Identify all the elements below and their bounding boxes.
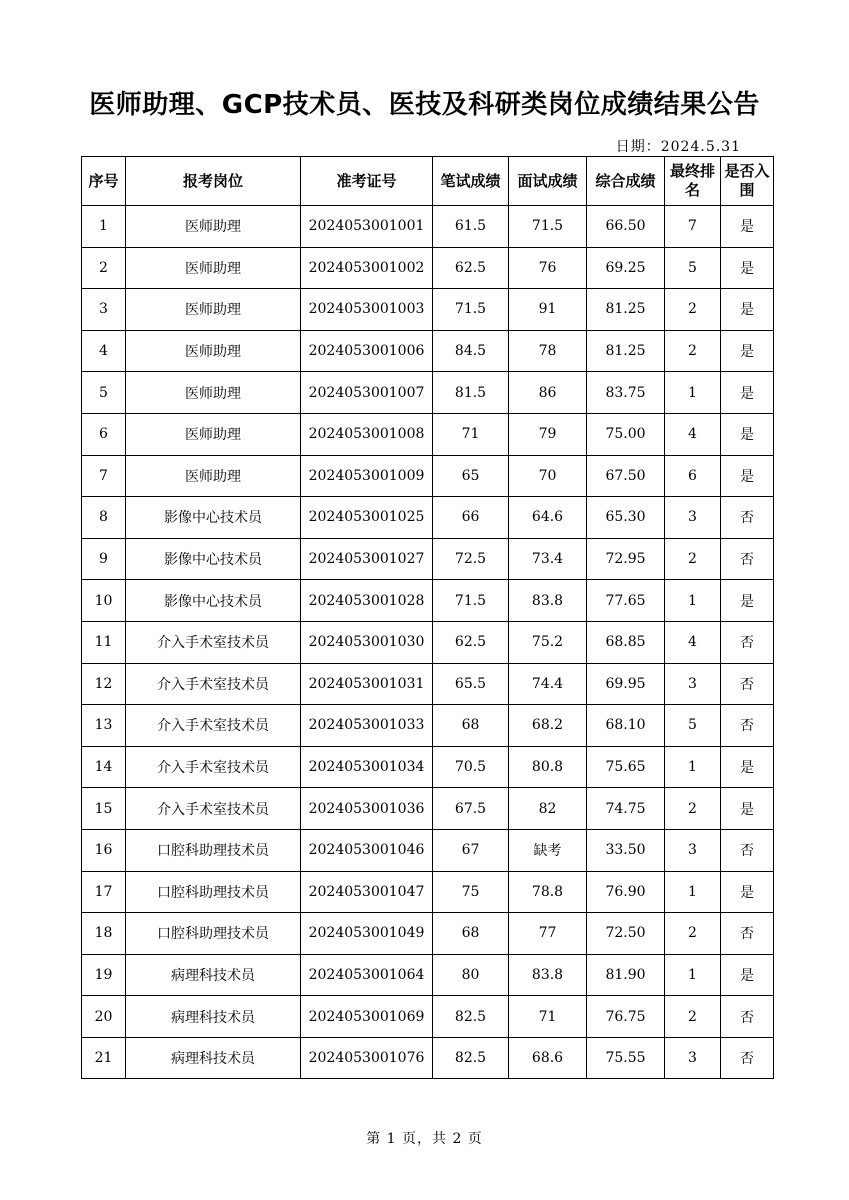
cell-index: 12 xyxy=(82,663,126,705)
cell-interview-score: 79 xyxy=(509,413,587,455)
cell-total-score: 72.95 xyxy=(587,538,665,580)
table-row xyxy=(82,206,774,248)
cell-interview-score: 71 xyxy=(509,996,587,1038)
cell-position: 介入手术室技术员 xyxy=(126,746,301,788)
cell-total-score: 74.75 xyxy=(587,788,665,830)
cell-interview-score: 70 xyxy=(509,455,587,497)
cell-ticket-number: 2024053001036 xyxy=(301,788,433,830)
cell-written-score: 65 xyxy=(433,455,509,497)
table-row xyxy=(82,330,774,372)
cell-written-score: 71.5 xyxy=(433,289,509,331)
cell-position: 介入手术室技术员 xyxy=(126,663,301,705)
cell-final-rank: 3 xyxy=(665,1037,721,1079)
cell-final-rank: 2 xyxy=(665,289,721,331)
cell-index: 18 xyxy=(82,913,126,955)
cell-shortlisted: 是 xyxy=(721,455,774,497)
cell-ticket-number: 2024053001009 xyxy=(301,455,433,497)
cell-interview-score: 83.8 xyxy=(509,954,587,996)
page-title: 医师助理、GCP技术员、医技及科研类岗位成绩结果公告 xyxy=(89,90,760,120)
table-row xyxy=(82,663,774,705)
cell-position: 医师助理 xyxy=(126,289,301,331)
cell-position: 医师助理 xyxy=(126,372,301,414)
cell-written-score: 82.5 xyxy=(433,1037,509,1079)
cell-index: 19 xyxy=(82,954,126,996)
cell-final-rank: 7 xyxy=(665,206,721,248)
cell-shortlisted: 否 xyxy=(721,538,774,580)
cell-index: 2 xyxy=(82,247,126,289)
cell-final-rank: 1 xyxy=(665,372,721,414)
cell-total-score: 81.90 xyxy=(587,954,665,996)
table-row xyxy=(82,829,774,871)
cell-ticket-number: 2024053001064 xyxy=(301,954,433,996)
cell-index: 6 xyxy=(82,413,126,455)
cell-written-score: 72.5 xyxy=(433,538,509,580)
cell-final-rank: 3 xyxy=(665,497,721,539)
cell-interview-score: 68.2 xyxy=(509,705,587,747)
results-table xyxy=(81,156,774,1079)
cell-final-rank: 5 xyxy=(665,705,721,747)
table-row xyxy=(82,913,774,955)
cell-ticket-number: 2024053001049 xyxy=(301,913,433,955)
cell-total-score: 65.30 xyxy=(587,497,665,539)
cell-shortlisted: 否 xyxy=(721,996,774,1038)
cell-shortlisted: 否 xyxy=(721,663,774,705)
cell-final-rank: 4 xyxy=(665,621,721,663)
table-row xyxy=(82,413,774,455)
cell-total-score: 69.95 xyxy=(587,663,665,705)
cell-final-rank: 1 xyxy=(665,954,721,996)
cell-final-rank: 1 xyxy=(665,871,721,913)
cell-shortlisted: 是 xyxy=(721,871,774,913)
cell-written-score: 66 xyxy=(433,497,509,539)
table-row xyxy=(82,455,774,497)
table-row xyxy=(82,705,774,747)
cell-final-rank: 1 xyxy=(665,580,721,622)
cell-total-score: 67.50 xyxy=(587,455,665,497)
cell-interview-score: 73.4 xyxy=(509,538,587,580)
cell-final-rank: 2 xyxy=(665,913,721,955)
cell-written-score: 80 xyxy=(433,954,509,996)
cell-shortlisted: 是 xyxy=(721,372,774,414)
cell-shortlisted: 否 xyxy=(721,705,774,747)
table-body xyxy=(82,206,774,1079)
cell-position: 介入手术室技术员 xyxy=(126,621,301,663)
cell-interview-score: 83.8 xyxy=(509,580,587,622)
cell-shortlisted: 是 xyxy=(721,330,774,372)
cell-index: 13 xyxy=(82,705,126,747)
cell-position: 介入手术室技术员 xyxy=(126,788,301,830)
cell-interview-score: 缺考 xyxy=(509,829,587,871)
col-header-position: 报考岗位 xyxy=(126,157,301,206)
cell-ticket-number: 2024053001002 xyxy=(301,247,433,289)
cell-ticket-number: 2024053001003 xyxy=(301,289,433,331)
cell-index: 7 xyxy=(82,455,126,497)
cell-index: 3 xyxy=(82,289,126,331)
cell-position: 口腔科助理技术员 xyxy=(126,913,301,955)
col-header-total-score: 综合成绩 xyxy=(587,157,665,206)
cell-written-score: 84.5 xyxy=(433,330,509,372)
cell-final-rank: 6 xyxy=(665,455,721,497)
cell-written-score: 71 xyxy=(433,413,509,455)
cell-written-score: 67.5 xyxy=(433,788,509,830)
cell-position: 医师助理 xyxy=(126,330,301,372)
cell-shortlisted: 是 xyxy=(721,247,774,289)
cell-written-score: 71.5 xyxy=(433,580,509,622)
table-row xyxy=(82,788,774,830)
cell-final-rank: 2 xyxy=(665,996,721,1038)
cell-interview-score: 80.8 xyxy=(509,746,587,788)
cell-shortlisted: 否 xyxy=(721,1037,774,1079)
cell-ticket-number: 2024053001031 xyxy=(301,663,433,705)
cell-ticket-number: 2024053001006 xyxy=(301,330,433,372)
cell-position: 口腔科助理技术员 xyxy=(126,829,301,871)
table-row xyxy=(82,871,774,913)
col-header-written-score: 笔试成绩 xyxy=(433,157,509,206)
cell-interview-score: 76 xyxy=(509,247,587,289)
cell-position: 病理科技术员 xyxy=(126,1037,301,1079)
cell-shortlisted: 否 xyxy=(721,829,774,871)
cell-interview-score: 68.6 xyxy=(509,1037,587,1079)
cell-ticket-number: 2024053001076 xyxy=(301,1037,433,1079)
cell-shortlisted: 是 xyxy=(721,413,774,455)
table-row xyxy=(82,996,774,1038)
cell-shortlisted: 否 xyxy=(721,913,774,955)
cell-written-score: 68 xyxy=(433,705,509,747)
cell-total-score: 75.55 xyxy=(587,1037,665,1079)
cell-index: 16 xyxy=(82,829,126,871)
cell-written-score: 65.5 xyxy=(433,663,509,705)
cell-ticket-number: 2024053001069 xyxy=(301,996,433,1038)
cell-shortlisted: 是 xyxy=(721,746,774,788)
cell-final-rank: 2 xyxy=(665,330,721,372)
cell-interview-score: 78.8 xyxy=(509,871,587,913)
announcement-date: 日期：2024.5.31 xyxy=(615,139,741,155)
cell-written-score: 62.5 xyxy=(433,621,509,663)
cell-shortlisted: 是 xyxy=(721,788,774,830)
cell-written-score: 67 xyxy=(433,829,509,871)
cell-index: 1 xyxy=(82,206,126,248)
cell-total-score: 76.90 xyxy=(587,871,665,913)
cell-written-score: 62.5 xyxy=(433,247,509,289)
col-header-index: 序号 xyxy=(82,157,126,206)
cell-interview-score: 91 xyxy=(509,289,587,331)
cell-written-score: 68 xyxy=(433,913,509,955)
cell-final-rank: 1 xyxy=(665,746,721,788)
col-header-ticket-number: 准考证号 xyxy=(301,157,433,206)
cell-ticket-number: 2024053001034 xyxy=(301,746,433,788)
cell-shortlisted: 是 xyxy=(721,206,774,248)
cell-total-score: 81.25 xyxy=(587,330,665,372)
cell-index: 17 xyxy=(82,871,126,913)
cell-position: 病理科技术员 xyxy=(126,954,301,996)
cell-position: 介入手术室技术员 xyxy=(126,705,301,747)
cell-total-score: 75.00 xyxy=(587,413,665,455)
cell-interview-score: 82 xyxy=(509,788,587,830)
cell-position: 医师助理 xyxy=(126,206,301,248)
cell-ticket-number: 2024053001028 xyxy=(301,580,433,622)
col-header-interview-score: 面试成绩 xyxy=(509,157,587,206)
cell-position: 影像中心技术员 xyxy=(126,497,301,539)
page-footer: 第 1 页，共 2 页 xyxy=(366,1131,483,1147)
table-row xyxy=(82,580,774,622)
cell-written-score: 75 xyxy=(433,871,509,913)
cell-index: 9 xyxy=(82,538,126,580)
cell-index: 14 xyxy=(82,746,126,788)
table-row xyxy=(82,538,774,580)
cell-final-rank: 3 xyxy=(665,663,721,705)
cell-index: 11 xyxy=(82,621,126,663)
cell-shortlisted: 是 xyxy=(721,580,774,622)
cell-total-score: 68.10 xyxy=(587,705,665,747)
cell-ticket-number: 2024053001033 xyxy=(301,705,433,747)
cell-ticket-number: 2024053001007 xyxy=(301,372,433,414)
cell-total-score: 69.25 xyxy=(587,247,665,289)
cell-index: 15 xyxy=(82,788,126,830)
cell-position: 影像中心技术员 xyxy=(126,580,301,622)
cell-final-rank: 2 xyxy=(665,538,721,580)
cell-interview-score: 71.5 xyxy=(509,206,587,248)
cell-total-score: 75.65 xyxy=(587,746,665,788)
cell-position: 病理科技术员 xyxy=(126,996,301,1038)
table-header-row xyxy=(82,157,774,206)
table-row xyxy=(82,247,774,289)
cell-interview-score: 86 xyxy=(509,372,587,414)
cell-final-rank: 2 xyxy=(665,788,721,830)
table-row xyxy=(82,746,774,788)
table-row xyxy=(82,1037,774,1079)
cell-final-rank: 4 xyxy=(665,413,721,455)
cell-index: 8 xyxy=(82,497,126,539)
cell-total-score: 77.65 xyxy=(587,580,665,622)
cell-written-score: 81.5 xyxy=(433,372,509,414)
col-header-final-rank: 最终排名 xyxy=(665,157,721,206)
cell-written-score: 70.5 xyxy=(433,746,509,788)
cell-index: 21 xyxy=(82,1037,126,1079)
cell-interview-score: 64.6 xyxy=(509,497,587,539)
cell-ticket-number: 2024053001046 xyxy=(301,829,433,871)
cell-total-score: 81.25 xyxy=(587,289,665,331)
cell-ticket-number: 2024053001027 xyxy=(301,538,433,580)
cell-final-rank: 3 xyxy=(665,829,721,871)
table-row xyxy=(82,621,774,663)
cell-position: 医师助理 xyxy=(126,413,301,455)
cell-interview-score: 75.2 xyxy=(509,621,587,663)
cell-index: 4 xyxy=(82,330,126,372)
cell-ticket-number: 2024053001001 xyxy=(301,206,433,248)
table-row xyxy=(82,289,774,331)
cell-index: 5 xyxy=(82,372,126,414)
cell-total-score: 72.50 xyxy=(587,913,665,955)
cell-position: 医师助理 xyxy=(126,247,301,289)
cell-total-score: 66.50 xyxy=(587,206,665,248)
cell-final-rank: 5 xyxy=(665,247,721,289)
cell-ticket-number: 2024053001008 xyxy=(301,413,433,455)
cell-written-score: 61.5 xyxy=(433,206,509,248)
cell-interview-score: 74.4 xyxy=(509,663,587,705)
cell-position: 医师助理 xyxy=(126,455,301,497)
cell-position: 口腔科助理技术员 xyxy=(126,871,301,913)
cell-total-score: 83.75 xyxy=(587,372,665,414)
cell-shortlisted: 是 xyxy=(721,289,774,331)
table-row xyxy=(82,954,774,996)
table-row xyxy=(82,372,774,414)
cell-shortlisted: 否 xyxy=(721,497,774,539)
cell-ticket-number: 2024053001025 xyxy=(301,497,433,539)
cell-position: 影像中心技术员 xyxy=(126,538,301,580)
cell-shortlisted: 是 xyxy=(721,954,774,996)
cell-written-score: 82.5 xyxy=(433,996,509,1038)
col-header-shortlisted: 是否入围 xyxy=(721,157,774,206)
cell-ticket-number: 2024053001047 xyxy=(301,871,433,913)
cell-interview-score: 78 xyxy=(509,330,587,372)
cell-total-score: 33.50 xyxy=(587,829,665,871)
cell-ticket-number: 2024053001030 xyxy=(301,621,433,663)
cell-interview-score: 77 xyxy=(509,913,587,955)
cell-total-score: 68.85 xyxy=(587,621,665,663)
cell-total-score: 76.75 xyxy=(587,996,665,1038)
cell-shortlisted: 否 xyxy=(721,621,774,663)
table-row xyxy=(82,497,774,539)
cell-index: 20 xyxy=(82,996,126,1038)
cell-index: 10 xyxy=(82,580,126,622)
